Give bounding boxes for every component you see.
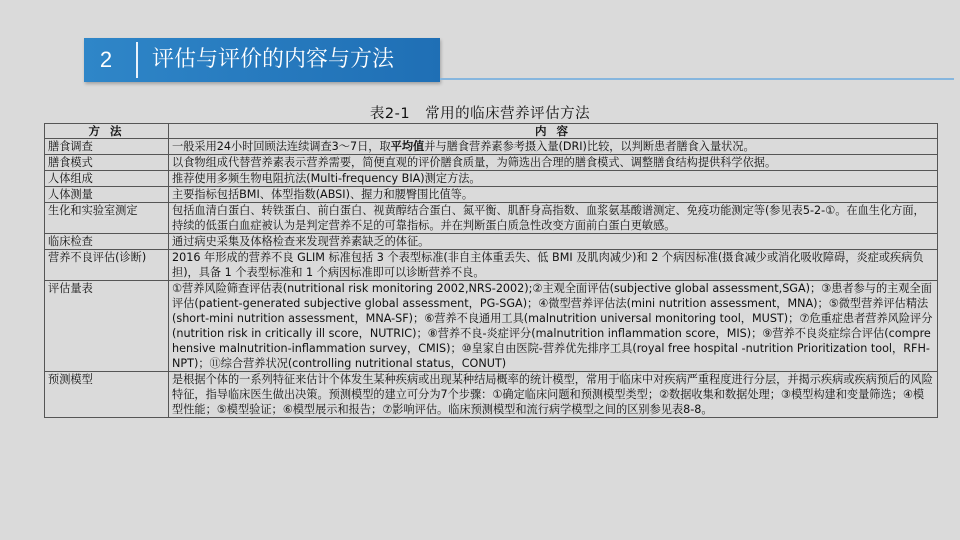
content-text: 并与膳食营养素参考摄入量(DRI)比较，以判断患者膳食入量状况。 [424,140,755,153]
content-cell: 以食物组成代替营养素表示营养需要，简便直观的评价膳食质量，为筛选出合理的膳食模式、调整膳食结构提供科学依据。 [169,155,938,171]
section-header-divider [136,42,138,78]
content-cell: 包括血清白蛋白、转铁蛋白、前白蛋白、视黄醇结合蛋白、氮平衡、肌酐身高指数、血浆氨基酸谱测定、免疫功能测定等(参见表5-2-①。在血生化方面，持续的低蛋白血症被认为是判定营养不足的可靠指标。并在判断蛋白质急性改变方面前白蛋白更敏感。 [169,203,938,234]
method-cell: 生化和实验室测定 [45,203,169,234]
method-cell: 人体测量 [45,187,169,203]
nutrition-assessment-table [44,123,938,418]
header-underline [440,78,954,80]
method-cell: 临床检查 [45,234,169,250]
column-header-content: 内 容 [169,124,938,139]
method-cell: 评估量表 [45,281,169,372]
method-cell: 膳食模式 [45,155,169,171]
content-cell: 2016 年形成的营养不良 GLIM 标准包括 3 个表型标准(非自主体重丢失、低 BMI 及肌肉减少)和 2 个病因标准(摄食减少或消化吸收障碍，炎症或疾病负担)，具备 1 个表型标准和 1 个病因标准即可以诊断营养不良。 [169,250,938,281]
content-cell [169,139,938,155]
section-title: 评估与评价的内容与方法 [152,47,395,72]
table-row [45,171,938,187]
content-text: 一般采用24小时回顾法连续调查3～7日，取 [172,140,391,153]
table-row [45,234,938,250]
table-row [45,139,938,155]
table-row [45,203,938,234]
method-cell: 膳食调查 [45,139,169,155]
content-cell: ①营养风险筛查评估表(nutritional risk monitoring 2002,NRS-2002);②主观全面评估(subjective global assessment,SGA)；③患者参与的主观全面评估(patient-generated subjective global assessment，PG-SGA)；④微型营养评估法(mini nutrition assessment，MNA)；⑤微型营养评估精法(short-mini nutrition assessment，MNA-SF)；⑥营养不良通用工具(malnutrition universal monitoring tool，MUST)；⑦危重症患者营养风险评分(nutrition risk in critically ill score，NUTRIC)；⑧营养不良-炎症评分(malnutrition inflammation score，MIS)；⑨营养不良炎症综合评估(comprehensive malnutrition-inflammation survey，CMIS)；⑩皇家自由医院-营养优先排序工具(royal free hospital -nutrition Prioritization tool，RFH-NPT)；⑪综合营养状况(controlling nutritional status，CONUT) [169,281,938,372]
table-caption: 表2-1 常用的临床营养评估方法 [369,106,591,122]
method-cell: 人体组成 [45,171,169,187]
table-header-row [45,124,938,139]
column-header-method: 方 法 [45,124,169,139]
table-row [45,250,938,281]
method-cell: 预测模型 [45,372,169,418]
content-cell: 是根据个体的一系列特征来估计个体发生某种疾病或出现某种结局概率的统计模型，常用于临床中对疾病严重程度进行分层，并揭示疾病或疾病预后的风险特征，指导临床医生做出决策。预测模型的建立可分为7个步骤：①确定临床问题和预测模型类型；②数据收集和数据处理；③模型构建和变量筛选；④模型性能；⑤模型验证；⑥模型展示和报告；⑦影响评估。临床预测模型和流行病学模型之间的区别参见表8-8。 [169,372,938,418]
method-cell: 营养不良评估(诊断) [45,250,169,281]
table-row [45,187,938,203]
content-bold-text: 平均值 [390,140,425,153]
content-cell: 通过病史采集及体格检查来发现营养素缺乏的体征。 [169,234,938,250]
section-number: 2 [99,47,113,72]
table-row [45,281,938,372]
table-row [45,155,938,171]
content-cell: 推荐使用多频生物电阻抗法(Multi-frequency BIA)测定方法。 [169,171,938,187]
content-cell: 主要指标包括BMI、体型指数(ABSI)、握力和腰臀围比值等。 [169,187,938,203]
table-row [45,372,938,418]
